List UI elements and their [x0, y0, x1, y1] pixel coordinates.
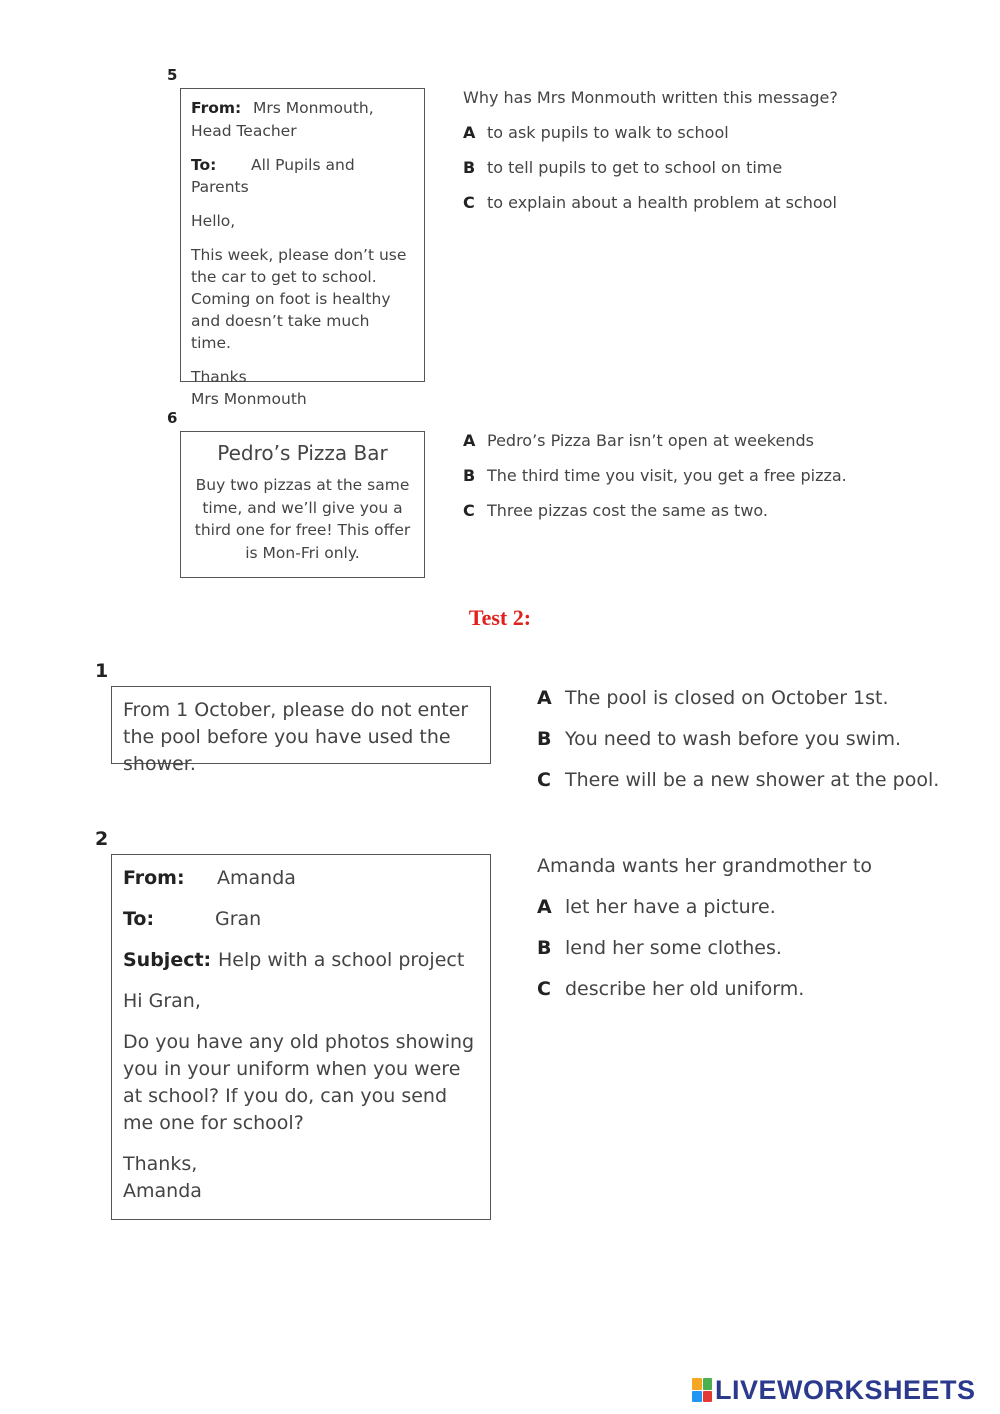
- logo-squares-icon: [692, 1378, 712, 1402]
- option-c[interactable]: C to explain about a health problem at school: [463, 193, 837, 212]
- from-value: Amanda: [217, 867, 296, 889]
- liveworksheets-logo[interactable]: [692, 1376, 976, 1404]
- test-2-heading: Test 2:: [468, 605, 532, 630]
- to-value: All Pupils and Parents: [191, 156, 355, 196]
- question-1-options: [537, 685, 939, 794]
- option-b[interactable]: B You need to wash before you swim.: [537, 728, 901, 750]
- notice-body: Buy two pizzas at the same time, and we’ll give you a third one for free! This offer is Mon-Fri only.: [194, 476, 411, 562]
- option-c[interactable]: C describe her old uniform.: [537, 978, 805, 1000]
- greeting: Hi Gran,: [123, 990, 201, 1012]
- question-5-number: 5: [167, 66, 178, 84]
- option-a[interactable]: A Pedro’s Pizza Bar isn’t open at weekends: [463, 431, 814, 450]
- notice-title: Pedro’s Pizza Bar: [217, 441, 388, 465]
- to-label: To:: [191, 156, 217, 174]
- subject-value: Help with a school project: [218, 949, 465, 971]
- from-label: From:: [123, 867, 185, 889]
- question-2-options: [537, 853, 872, 1003]
- message-body: This week, please don’t use the car to get to school. Coming on foot is healthy and doesn’t take much time.: [191, 246, 407, 352]
- sign-off: Thanks: [191, 368, 247, 386]
- logo-square: [692, 1378, 702, 1390]
- from-label: From:: [191, 99, 242, 117]
- question-6-options: [463, 430, 847, 522]
- email-body: Do you have any old photos showing you in your uniform when you were at school? If you do, can you send me one for school?: [123, 1031, 475, 1134]
- question-2-email-box: [111, 854, 491, 1220]
- from-value: Mrs Monmouth,: [253, 99, 374, 117]
- option-b[interactable]: B to tell pupils to get to school on time: [463, 158, 783, 177]
- option-c[interactable]: C There will be a new shower at the pool.: [537, 769, 940, 791]
- option-a[interactable]: A to ask pupils to walk to school: [463, 123, 729, 142]
- option-b[interactable]: B The third time you visit, you get a free pizza.: [463, 466, 847, 485]
- notice-body: From 1 October, please do not enter the pool before you have used the shower.: [123, 699, 469, 775]
- subject-label: Subject:: [123, 949, 212, 971]
- sign-off: Thanks,: [123, 1153, 198, 1175]
- question-2-prompt: Amanda wants her grandmother to: [537, 855, 872, 877]
- option-c[interactable]: C Three pizzas cost the same as two.: [463, 501, 768, 520]
- logo-square: [703, 1391, 713, 1403]
- greeting: Hello,: [191, 212, 236, 230]
- option-a[interactable]: A The pool is closed on October 1st.: [537, 687, 889, 709]
- option-b[interactable]: B lend her some clothes.: [537, 937, 782, 959]
- question-5-message-box: [180, 88, 425, 408]
- option-a[interactable]: A let her have a picture.: [537, 896, 776, 918]
- question-6-number: 6: [167, 409, 178, 427]
- question-5-prompt: Why has Mrs Monmouth written this message?: [463, 88, 838, 107]
- signature: Amanda: [123, 1180, 202, 1202]
- question-1-number: 1: [95, 660, 109, 682]
- question-2-number: 2: [95, 828, 109, 850]
- from-value-2: Head Teacher: [191, 122, 297, 140]
- question-1-notice-box: [111, 686, 491, 775]
- question-5-options: [463, 87, 838, 214]
- to-label: To:: [123, 908, 155, 930]
- logo-square: [692, 1391, 702, 1403]
- logo-text: LIVEWORKSHEETS: [715, 1374, 976, 1405]
- question-6-notice-box: [180, 431, 425, 578]
- logo-square: [703, 1378, 713, 1390]
- to-value: Gran: [215, 908, 262, 930]
- signature: Mrs Monmouth: [191, 390, 307, 408]
